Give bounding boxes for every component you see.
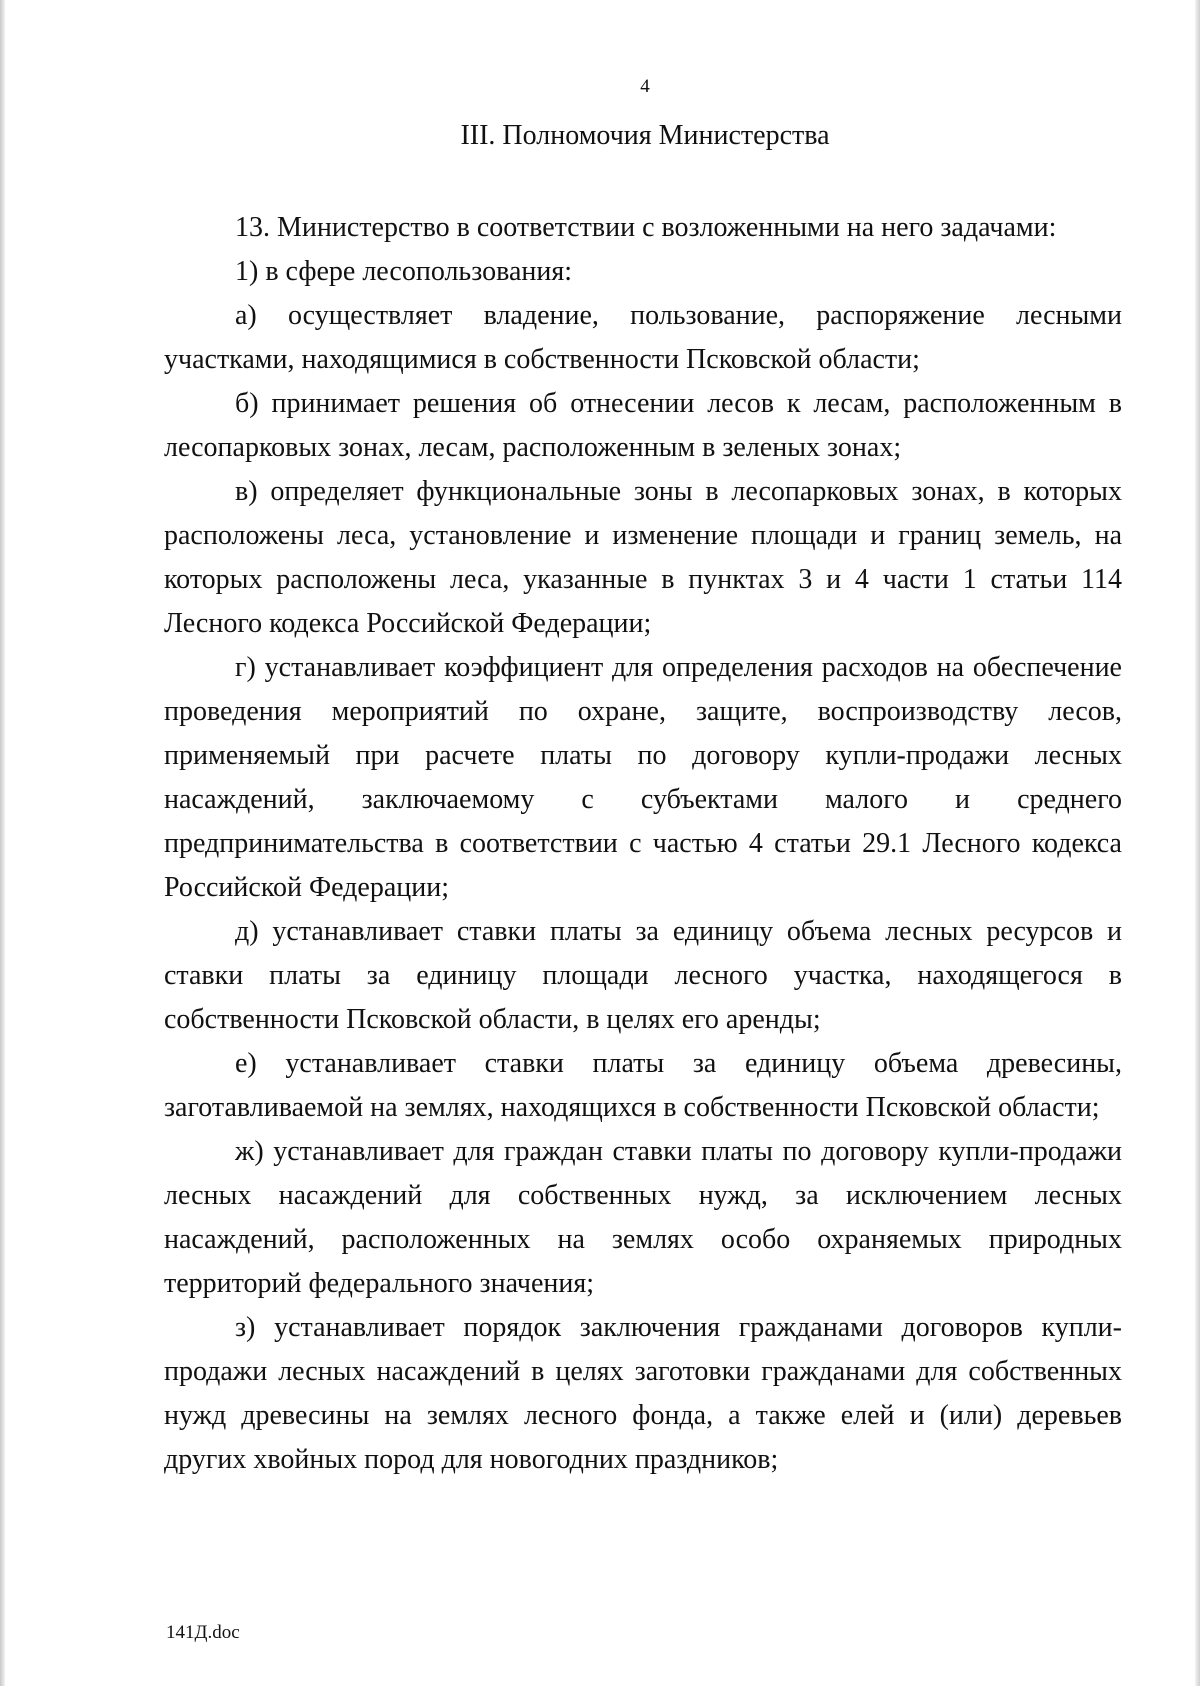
page-number: 4: [640, 76, 650, 97]
paragraph-d: д) устанавливает ставки платы за единицу объема лесных ресурсов и ставки платы за единицу площади лесного участка, находящегося в собственности Псковской области, в целях его аренды;: [164, 916, 1122, 1035]
paragraph-e: е) устанавливает ставки платы за единицу объема древесины, заготавливаемой на землях, находящихся в собственности Псковской области;: [164, 1048, 1122, 1123]
paragraph-a: а) осуществляет владение, пользование, распоряжение лесными участками, находящимися в собственности Псковской области;: [164, 300, 1122, 375]
scan-edge-right: [1195, 0, 1200, 1686]
file-name-footer: 141Д.doc: [166, 1622, 240, 1643]
scan-edge-left: [0, 0, 5, 1686]
paragraph-b: б) принимает решения об отнесении лесов к лесам, расположенным в лесопарковых зонах, лесам, расположенным в зеленых зонах;: [164, 388, 1122, 463]
paragraph-g: г) устанавливает коэффициент для определения расходов на обеспечение проведения мероприятий по охране, защите, воспроизводству лесов, применяемый при расчете платы по договору купли-продажи лесных насаждений, заключаемому с субъектами малого и среднего предпринимательства в соответствии с частью 4 статьи 29.1 Лесного кодекса Российской Федерации;: [164, 652, 1122, 903]
paragraph-zh: ж) устанавливает для граждан ставки платы по договору купли-продажи лесных насаждений для собственных нужд, за исключением лесных насаждений, расположенных на землях особо охраняемых природных территорий федерального значения;: [164, 1136, 1122, 1299]
section-heading: III. Полномочия Министерства: [460, 120, 830, 151]
paragraph-z: з) устанавливает порядок заключения гражданами договоров купли-продажи лесных насаждений в целях заготовки гражданами для собственных нужд древесины на землях лесного фонда, а также елей и (или) деревьев других хвойных пород для новогодних праздников;: [164, 1312, 1122, 1475]
document-body: [164, 206, 1122, 1482]
paragraph-1-forest-use: 1) в сфере лесопользования:: [235, 256, 572, 287]
paragraph-v: в) определяет функциональные зоны в лесопарковых зонах, в которых расположены леса, установление и изменение площади и границ земель, на которых расположены леса, указанные в пунктах 3 и 4 части 1 статьи 114 Лесного кодекса Российской Федерации;: [164, 476, 1122, 639]
paragraph-13-intro: 13. Министерство в соответствии с возложенными на него задачами:: [235, 212, 1057, 243]
